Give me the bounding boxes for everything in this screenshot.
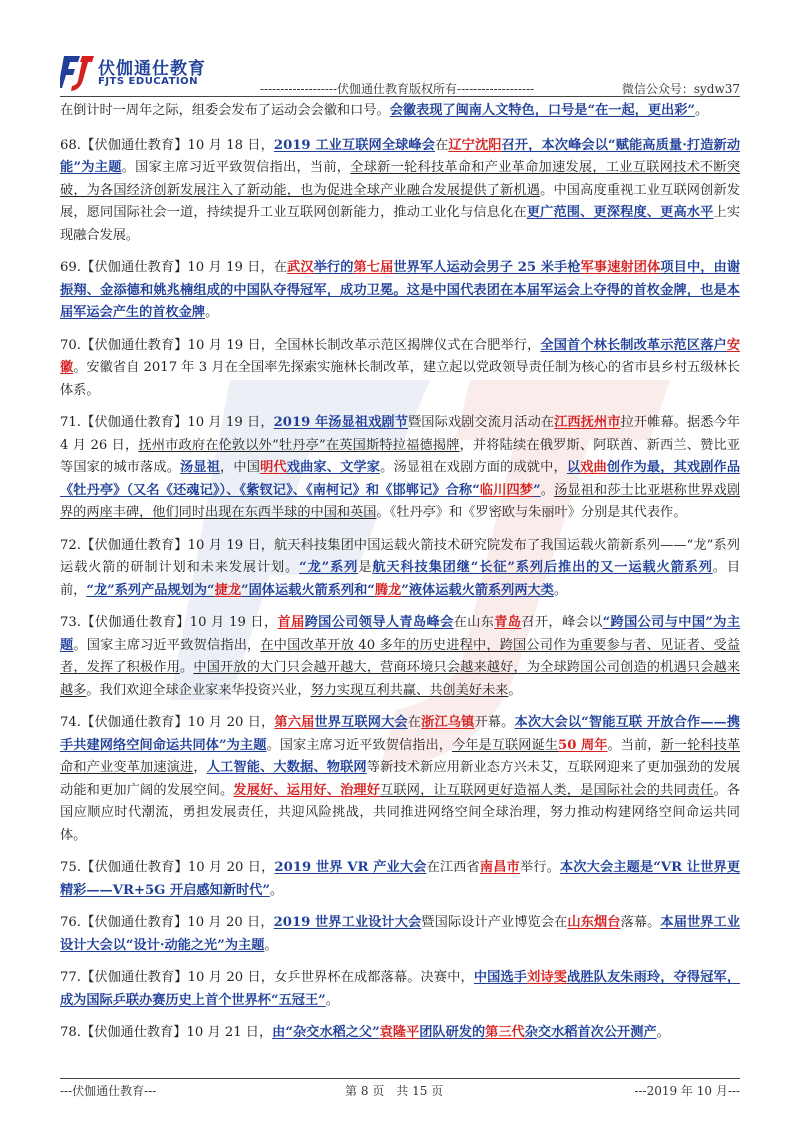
text-run: 。国家主席习近平致贺信指出， <box>73 637 261 653</box>
text-run: 73.【伏伽通仕教育】10 月 19 日， <box>60 615 278 630</box>
text-run: 在 <box>407 715 422 730</box>
news-item-0 <box>60 100 740 123</box>
logo-chinese-text: 伏伽通仕教育 <box>98 59 206 79</box>
text-run: 77.【伏伽通仕教育】10 月 20 日，女乒世界杯在成都落幕。决赛中， <box>60 970 474 985</box>
fjts-logo-icon <box>60 54 94 94</box>
text-run: 71.【伏伽通仕教育】10 月 19 日， <box>60 415 274 430</box>
highlight-blue: 中国选手 <box>473 970 528 985</box>
highlight-red: 军事速射团体 <box>580 260 661 275</box>
text-run: 。中国高度重视工业互联网创新发展，愿同国际社会一道，持续提升工业互联网创新能力，推动工业化与信息化在 <box>60 182 741 220</box>
highlight-blue: 本次大会以“智能互联 开放合作——携手共建网络空间命运共同体”为主题 <box>60 715 741 753</box>
highlight-red: 山东烟台 <box>567 915 621 930</box>
highlight-blue: 杂交水稻首次公开测产 <box>524 1025 657 1040</box>
highlight-red: 首届 <box>277 615 305 630</box>
text-run: 78.【伏伽通仕教育】10 月 21 日， <box>60 1025 273 1040</box>
text-run: 。 <box>269 882 284 898</box>
highlight-blue: “跨国公司与中国”为主题 <box>60 615 741 653</box>
news-item-11 <box>60 1022 740 1045</box>
underline-run: 全球新一轮科技革命和产业革命加速发展，工业互联网技术不断突破，为各国经济创新发展注入了新动能，也为促进全球产业融合发展提供了新机遇 <box>60 160 740 198</box>
text-run: 。 <box>553 582 568 598</box>
highlight-red: 南昌市 <box>479 860 520 875</box>
news-item-9 <box>60 912 740 957</box>
underline-run: 抚州市政府在伦敦以外“牡丹亭”在英国斯特拉福德揭牌 <box>138 437 460 453</box>
highlight-red: 捷龙 <box>214 582 242 598</box>
highlight-blue: 会徽表现了闽南人文特色，口号是“在一起，更出彩” <box>389 103 695 118</box>
text-run: 。我们欢迎全球企业家来华投资兴业， <box>86 682 311 698</box>
highlight-red: 武汉 <box>287 260 314 275</box>
highlight-blue: 团队研发的 <box>419 1025 486 1040</box>
highlight-red: 青岛 <box>494 615 522 630</box>
news-item-3 <box>60 335 740 403</box>
text-run: 开幕。 <box>474 715 515 730</box>
highlight-blue: 世界军人运动会男子 25 米手枪 <box>393 260 581 275</box>
highlight-blue: 2019 世界工业设计大会 <box>273 915 422 930</box>
highlight-red: 第六届 <box>274 715 315 730</box>
highlight-red: 安徽 <box>60 337 741 375</box>
text-run: 。当前， <box>607 737 661 753</box>
text-run: 。安徽省自 2017 年 3 月在全国率先探索实施林长制改革，建立起以党政领导责任制为核心的省市县乡村五级林长体系。 <box>60 360 740 398</box>
highlight-red: 腾龙 <box>374 582 402 598</box>
text-run: 暨国际设计产业博览会在 <box>421 915 568 930</box>
highlight-blue: 世界互联网大会 <box>314 715 408 730</box>
news-item-2 <box>60 257 740 325</box>
text-run: 。国家主席习近平致贺信指出， <box>266 737 452 753</box>
text-run: 74.【伏伽通仕教育】10 月 20 日， <box>60 715 275 730</box>
news-item-6 <box>60 612 740 702</box>
highlight-blue: ”液体运载火箭系列两大类 <box>401 582 554 598</box>
text-run: 在 <box>435 137 449 153</box>
text-run: 在山东 <box>453 615 495 630</box>
underline-run: 新一轮科技革命和产业变革加速演进 <box>60 737 741 775</box>
footer-brand: ---伏伽通仕教育--- <box>60 1084 157 1098</box>
text-run: 。 <box>325 992 339 1008</box>
text-run: 。 <box>205 305 219 320</box>
text-run: 。《牡丹亭》和《罗密欧与朱丽叶》分别是其代表作。 <box>376 505 687 520</box>
text-run: ，中国 <box>220 460 261 475</box>
underline-run: 互联网，让互联网更好造福人类，是国际社会的共同责任 <box>380 782 714 798</box>
text-run: ，并将陆续在俄罗斯、阿联酋、新西兰、赞比亚等国家的城市落成。 <box>60 437 741 475</box>
news-item-7 <box>60 712 740 847</box>
text-run: 举行。 <box>519 860 560 875</box>
highlight-red: 第三代 <box>485 1025 525 1040</box>
highlight-blue: 本届世界工业设计大会以“设计·动能之光”为主题 <box>60 915 741 953</box>
text-run: 。 <box>264 937 278 953</box>
highlight-blue: 由“杂交水稻之父” <box>272 1025 380 1040</box>
news-item-10 <box>60 967 740 1012</box>
highlight-red: 临川四梦 <box>479 482 534 498</box>
text-run: 。 <box>694 103 709 118</box>
highlight-blue: 全国首个林长制改革示范区落户 <box>540 337 727 353</box>
text-run: 。 <box>656 1025 670 1040</box>
text-run: 上实现融合发展。 <box>60 205 741 243</box>
text-run: 召开，峰会以 <box>521 615 603 630</box>
logo-english-text: FJTS EDUCATION <box>98 76 199 87</box>
text-run: 。 <box>180 660 194 675</box>
highlight-blue: “龙”系列产品规划为“ <box>86 582 215 598</box>
highlight-blue: 人工智能、大数据、物联网 <box>206 760 367 775</box>
text-run: 。各国应顺应时代潮流，勇担发展责任，共迎风险挑战，共同推进网络空间全球治理，努力推动构建网络空间命运共同体。 <box>60 782 741 843</box>
text-run: 。 <box>540 482 555 498</box>
wechat-account: 微信公众号：sydw37 <box>621 82 740 96</box>
highlight-blue: 航天科技集团继“长征”系列后推出的又一运载火箭系列 <box>372 560 713 575</box>
news-item-5 <box>60 535 740 603</box>
news-item-1 <box>60 135 740 248</box>
highlight-blue: 2019 世界 VR 产业大会 <box>274 860 427 875</box>
underline-run: 中国开放的大门只会越开越大，营商环境只会越来越好，为全球跨国公司创造的机遇只会越来越多 <box>60 660 741 698</box>
news-item-8 <box>60 857 740 902</box>
highlight-red: 发展好、运用好、治理好 <box>233 782 381 798</box>
underline-run: 在中国改革开放 40 多年的历史进程中，跨国公司作为重要参与者、见证者、受益者，发挥了积极作用 <box>60 637 741 675</box>
highlight-blue: 戏曲家、文学家 <box>286 460 381 475</box>
footer-date: ---2019 年 10 月--- <box>634 1084 740 1098</box>
text-run: 。目前， <box>60 560 741 598</box>
highlight-red: 刘诗雯 <box>527 970 568 985</box>
footer-divider <box>60 1078 740 1079</box>
text-run: 75.【伏伽通仕教育】10 月 20 日， <box>60 860 275 875</box>
highlight-red: 50 周年 <box>558 737 608 753</box>
highlight-blue: 举行的 <box>313 260 354 275</box>
text-run: 拉开帷幕。据悉今年 4 月 26 日， <box>60 415 741 453</box>
underline-run: 汤显祖和莎士比亚堪称世界戏剧界的两座丰碑，他们同时出现在东西半球的中国和英国 <box>60 482 741 520</box>
news-item-4 <box>60 412 740 525</box>
text-run: ， <box>193 760 207 775</box>
text-run: 。国家主席习近平致贺信指出，当前， <box>121 160 351 175</box>
highlight-blue: ” <box>533 482 541 498</box>
text-run: 。汤显祖在戏剧方面的成就中， <box>380 460 567 475</box>
highlight-blue: 更广范围、更深程度、更高水平 <box>526 205 714 220</box>
highlight-blue: 战胜队友朱雨玲，夺得冠军，成为国际乒联办赛历史上首个世界杯“五冠王” <box>60 970 741 1008</box>
text-run: 落幕。 <box>620 915 661 930</box>
text-run: 70.【伏伽通仕教育】10 月 19 日，全国林长制改革示范区揭牌仪式在合肥举行， <box>60 337 541 353</box>
highlight-red: 袁隆平 <box>379 1025 420 1040</box>
text-run: 。 <box>508 682 522 698</box>
highlight-blue: 汤显祖 <box>180 460 221 475</box>
text-run: 72.【伏伽通仕教育】10 月 19 日，航天科技集团中国运载火箭技术研究院发布了我国运载火箭新系列——“龙”系列运载火箭的研制计划和未来发展计划。 <box>60 537 740 575</box>
underline-run: 努力实现互利共赢、共创美好未来 <box>310 682 509 698</box>
highlight-red: 明代 <box>260 460 287 475</box>
highlight-blue: ”固体运载火箭系列和“ <box>241 582 375 598</box>
text-run: 68.【伏伽通仕教育】10 月 18 日， <box>60 137 274 153</box>
highlight-red: 浙江乌镇 <box>421 715 475 730</box>
text-run: 69.【伏伽通仕教育】10 月 19 日，在 <box>60 260 288 275</box>
text-run: 在倒计时一周年之际，组委会发布了运动会会徽和口号。 <box>60 103 390 118</box>
page-number: 第 8 页 共 15 页 <box>345 1084 444 1098</box>
highlight-blue: 项目中，由谢振翔、金添德和姚兆楠组成的中国队夺得冠军，成功卫冕。这是中国代表团在本届军运会上夺得的首枚金牌，也是本届军运会产生的首枚金牌 <box>60 260 741 320</box>
text-run: 76.【伏伽通仕教育】10 月 20 日， <box>60 915 274 930</box>
highlight-red: 第七届 <box>353 260 394 275</box>
brand-logo <box>60 50 240 96</box>
highlight-red: 辽宁沈阳 <box>448 137 502 153</box>
highlight-blue: 跨国公司领导人青岛峰会 <box>304 615 454 630</box>
highlight-blue: 以 <box>566 460 581 475</box>
underline-run: 今年是互联网诞生 <box>452 737 559 753</box>
highlight-red: 江西抚州市 <box>554 415 621 430</box>
text-run: 等新技术新应用新业态方兴未艾，互联网迎来了更加强劲的发展动能和更加广阔的发展空间。 <box>60 760 741 798</box>
copyright-notice: -------------------伏伽通仕教育版权所有------------------- <box>260 82 535 96</box>
text-run: 是 <box>358 560 373 575</box>
header-divider <box>60 96 740 97</box>
text-run: 暨国际戏剧交流月活动在 <box>408 415 555 430</box>
highlight-blue: “龙”系列 <box>299 560 359 575</box>
article-body <box>60 100 740 1055</box>
text-run: 在江西省 <box>426 860 480 875</box>
highlight-blue: 本次大会主题是“VR 让世界更精彩——VR+5G 开启感知新时代” <box>60 860 741 898</box>
highlight-red: 戏曲 <box>580 460 607 475</box>
page-header <box>60 50 740 96</box>
highlight-blue: 召开，本次峰会以“赋能高质量·打造新动能”为主题 <box>60 137 741 175</box>
highlight-blue: 2019 年汤显祖戏剧节 <box>273 415 409 430</box>
highlight-blue: 2019 工业互联网全球峰会 <box>273 137 436 153</box>
highlight-blue: 创作为最，其戏剧作品《牡丹亭》（又名《还魂记》）、《紫钗记》、《南柯记》和《邯郸记》合称“ <box>60 460 741 498</box>
